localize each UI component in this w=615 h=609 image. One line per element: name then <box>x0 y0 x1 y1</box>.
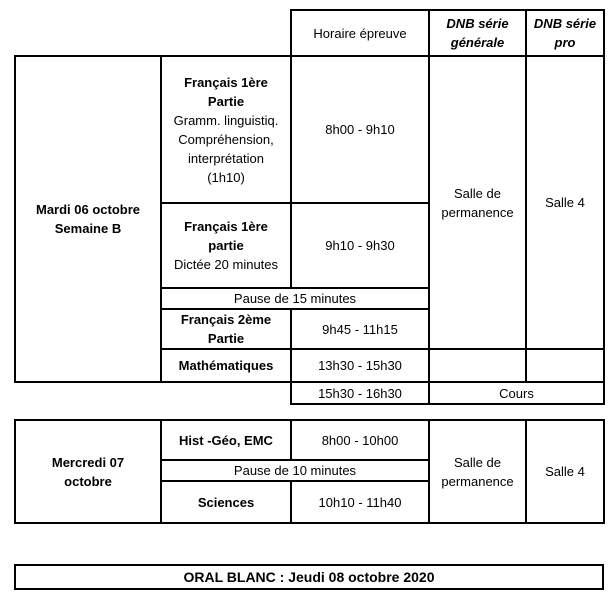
salle-generale-day1: Salle de permanence <box>429 56 526 349</box>
header-dnb-generale: DNB série générale <box>429 10 526 56</box>
exam-sciences: Sciences <box>161 481 291 523</box>
salle-pro-day2: Salle 4 <box>526 420 604 523</box>
exam-mathematiques: Mathématiques <box>161 349 291 382</box>
cours-time: 15h30 - 16h30 <box>291 382 429 404</box>
exam-time: 13h30 - 15h30 <box>291 349 429 382</box>
salle-generale-day2: Salle de permanence <box>429 420 526 523</box>
exam-time: 8h00 - 9h10 <box>291 56 429 203</box>
exam-hist-geo-emc: Hist -Géo, EMC <box>161 420 291 460</box>
exam-francais-2-partie: Français 2ème Partie <box>161 309 291 349</box>
empty-header-cell <box>15 10 161 56</box>
exam-time: 10h10 - 11h40 <box>291 481 429 523</box>
empty-header-cell <box>161 10 291 56</box>
exam-time: 9h45 - 11h15 <box>291 309 429 349</box>
pause-10-minutes: Pause de 10 minutes <box>161 460 429 481</box>
day1-date-cell: Mardi 06 octobre Semaine B <box>15 56 161 382</box>
empty-cell <box>429 349 526 382</box>
exam-francais-1-partie: Français 1ère Partie Gramm. linguistiq. Compréhension, interprétation (1h10) <box>161 56 291 203</box>
pause-15-minutes: Pause de 15 minutes <box>161 288 429 309</box>
empty-cell <box>526 349 604 382</box>
exam-time: 8h00 - 10h00 <box>291 420 429 460</box>
day2-date-cell: Mercredi 07 octobre <box>15 420 161 523</box>
schedule-table-wednesday <box>14 419 605 524</box>
oral-blanc-banner: ORAL BLANC : Jeudi 08 octobre 2020 <box>14 564 604 590</box>
header-dnb-pro: DNB série pro <box>526 10 604 56</box>
salle-pro-day1: Salle 4 <box>526 56 604 349</box>
header-horaire: Horaire épreuve <box>291 10 429 56</box>
exam-time: 9h10 - 9h30 <box>291 203 429 288</box>
exam-francais-1-dictee: Français 1ère partie Dictée 20 minutes <box>161 203 291 288</box>
cours-label: Cours <box>429 382 604 404</box>
schedule-table-tuesday <box>14 9 605 405</box>
empty-cell <box>161 382 291 404</box>
empty-cell <box>15 382 161 404</box>
